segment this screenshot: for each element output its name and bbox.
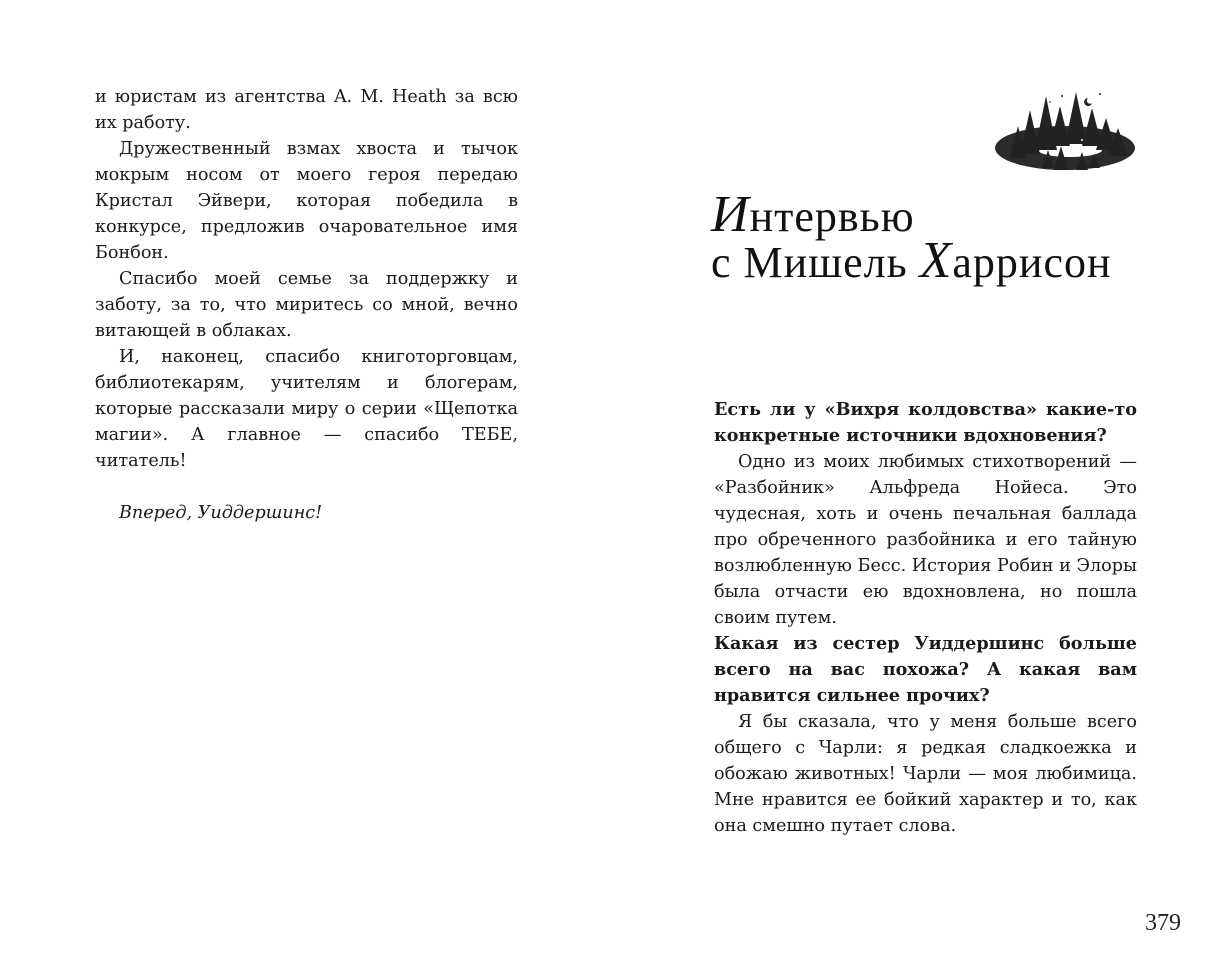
page-number: 379	[1145, 910, 1181, 936]
signoff: Вперед, Уиддершинс!	[119, 503, 323, 523]
qa-block-1	[714, 397, 1137, 631]
paragraph: Дружественный взмах хвоста и тычок мокрым носом от моего героя передаю Кристал Эйвери, которая победила в конкурсе, предложив очаровательное имя Бонбон.	[95, 139, 518, 263]
qa-block-2	[714, 631, 1137, 839]
answer: Одно из моих любимых стихотворений — «Разбойник» Альфреда Нойеса. Это чудесная, хоть и очень печальная баллада про обреченного разбойника и его тайную возлюбленную Бесс. История Робин и Элоры была отчасти ею вдохновлена, но пошла своим путем.	[714, 452, 1137, 628]
title-text: нтервью	[749, 192, 915, 241]
title-text: с Мишель	[711, 238, 920, 287]
page-title	[711, 186, 1171, 289]
question: Есть ли у «Вихря колдовства» какие-то конкретные источники вдохновения?	[714, 399, 1137, 446]
title-line-2	[711, 232, 1171, 289]
question: Какая из сестер Уиддершинс больше всего на вас похожа? А какая вам нравится сильнее прочих?	[714, 633, 1137, 706]
paragraph: Спасибо моей семье за поддержку и заботу, за то, что миритесь со мной, вечно витающей в облаках.	[95, 269, 518, 341]
answer: Я бы сказала, что у меня больше всего общего с Чарли: я редкая сладкоежка и обожаю животных! Чарли — моя любимица. Мне нравится ее бойкий характер и то, как она смешно путает слова.	[714, 712, 1137, 836]
title-text: аррисон	[952, 238, 1112, 287]
paragraph: и юристам из агентства A. M. Heath за всю их работу.	[95, 87, 518, 133]
drop-cap: И	[711, 186, 750, 243]
drop-cap: Х	[919, 232, 953, 289]
paragraph: И, наконец, спасибо книготорговцам, библиотекарям, учителям и блогерам, которые рассказали миру о серии «Щепотка магии». А главное — спасибо ТЕБЕ, читатель!	[95, 347, 518, 471]
forest-lake-icon	[990, 88, 1140, 180]
right-page	[615, 0, 1230, 974]
left-page-text	[95, 84, 518, 526]
